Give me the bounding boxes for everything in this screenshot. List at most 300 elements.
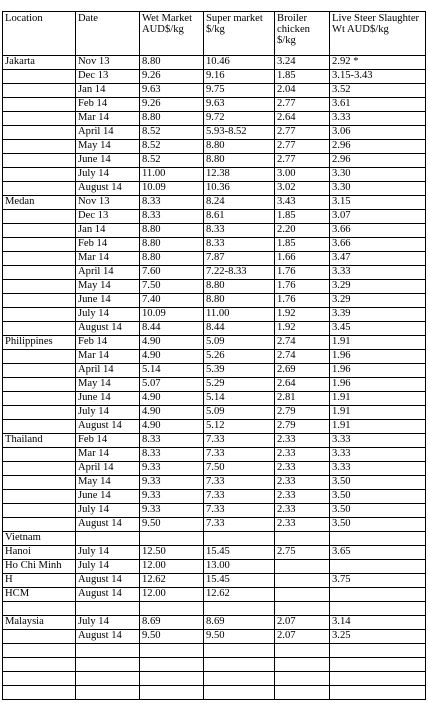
live-steer-cell: 3.66 [330,224,426,238]
broiler-chicken-cell [275,602,330,616]
location-cell [3,476,76,490]
location-cell [3,70,76,84]
wet-market-cell: 8.33 [140,448,204,462]
location-cell [3,378,76,392]
super-market-cell: 8.80 [204,154,275,168]
wet-market-cell [140,644,204,658]
live-steer-cell: 3.30 [330,168,426,182]
location-cell [3,294,76,308]
date-cell: July 14 [76,504,140,518]
table-row [3,84,426,98]
broiler-chicken-cell: 2.64 [275,112,330,126]
table-row [3,266,426,280]
live-steer-cell: 3.06 [330,126,426,140]
wet-market-cell [140,672,204,686]
broiler-chicken-cell: 2.20 [275,224,330,238]
super-market-cell: 5.14 [204,392,275,406]
live-steer-cell: 3.33 [330,112,426,126]
super-market-cell: 7.33 [204,448,275,462]
wet-market-cell: 10.09 [140,308,204,322]
location-cell: Ho Chi Minh [3,560,76,574]
date-cell: May 14 [76,476,140,490]
live-steer-cell: 3.29 [330,294,426,308]
table-row [3,518,426,532]
location-cell [3,686,76,700]
broiler-chicken-cell: 2.64 [275,378,330,392]
table-row [3,154,426,168]
wet-market-cell: 9.63 [140,84,204,98]
super-market-cell: 7.50 [204,462,275,476]
date-cell [76,602,140,616]
wet-market-cell: 5.14 [140,364,204,378]
header-broiler-chicken: Broiler chicken $/kg [275,12,330,56]
header-location: Location [3,12,76,56]
super-market-cell: 11.00 [204,308,275,322]
super-market-cell: 13.00 [204,560,275,574]
wet-market-cell: 7.60 [140,266,204,280]
table-row [3,280,426,294]
live-steer-cell [330,658,426,672]
location-cell: HCM [3,588,76,602]
location-cell [3,252,76,266]
location-cell: Hanoi [3,546,76,560]
wet-market-cell [140,532,204,546]
broiler-chicken-cell: 2.33 [275,504,330,518]
broiler-chicken-cell: 2.33 [275,490,330,504]
table-row [3,546,426,560]
wet-market-cell: 8.52 [140,140,204,154]
location-cell [3,420,76,434]
wet-market-cell [140,602,204,616]
broiler-chicken-cell: 1.92 [275,322,330,336]
header-date: Date [76,12,140,56]
live-steer-cell: 3.50 [330,504,426,518]
broiler-chicken-cell: 2.07 [275,630,330,644]
table-row [3,210,426,224]
live-steer-cell: 3.15 [330,196,426,210]
live-steer-cell: 1.91 [330,336,426,350]
broiler-chicken-cell [275,686,330,700]
location-cell [3,308,76,322]
wet-market-cell: 7.50 [140,280,204,294]
live-steer-cell: 3.25 [330,630,426,644]
wet-market-cell: 8.33 [140,434,204,448]
broiler-chicken-cell: 1.76 [275,280,330,294]
broiler-chicken-cell: 1.76 [275,294,330,308]
location-cell [3,210,76,224]
broiler-chicken-cell: 2.79 [275,406,330,420]
table-row [3,182,426,196]
live-steer-cell: 3.33 [330,266,426,280]
broiler-chicken-cell [275,560,330,574]
location-cell [3,602,76,616]
super-market-cell: 9.50 [204,630,275,644]
table-row [3,560,426,574]
broiler-chicken-cell [275,644,330,658]
wet-market-cell: 10.09 [140,182,204,196]
date-cell: April 14 [76,266,140,280]
super-market-cell: 7.33 [204,434,275,448]
date-cell: June 14 [76,294,140,308]
date-cell: July 14 [76,560,140,574]
live-steer-cell: 2.96 [330,154,426,168]
broiler-chicken-cell: 3.24 [275,56,330,70]
wet-market-cell [140,658,204,672]
broiler-chicken-cell: 2.74 [275,350,330,364]
table-row [3,406,426,420]
wet-market-cell: 7.40 [140,294,204,308]
live-steer-cell [330,644,426,658]
table-row [3,168,426,182]
date-cell: May 14 [76,140,140,154]
wet-market-cell: 9.33 [140,476,204,490]
table-row [3,504,426,518]
table-row [3,126,426,140]
wet-market-cell: 8.80 [140,224,204,238]
broiler-chicken-cell: 1.76 [275,266,330,280]
table-row [3,378,426,392]
live-steer-cell: 3.45 [330,322,426,336]
table-row [3,448,426,462]
broiler-chicken-cell: 2.04 [275,84,330,98]
wet-market-cell: 4.90 [140,406,204,420]
live-steer-cell: 1.91 [330,406,426,420]
broiler-chicken-cell: 2.33 [275,448,330,462]
date-cell [76,532,140,546]
super-market-cell: 12.62 [204,588,275,602]
wet-market-cell: 12.50 [140,546,204,560]
location-cell: Jakarta [3,56,76,70]
wet-market-cell: 4.90 [140,420,204,434]
date-cell: July 14 [76,546,140,560]
broiler-chicken-cell: 2.77 [275,126,330,140]
date-cell: June 14 [76,154,140,168]
wet-market-cell: 9.33 [140,504,204,518]
date-cell: Dec 13 [76,70,140,84]
live-steer-cell: 3.30 [330,182,426,196]
table-row [3,392,426,406]
live-steer-cell [330,686,426,700]
live-steer-cell [330,560,426,574]
header-super-market: Super market $/kg [204,12,275,56]
wet-market-cell: 4.90 [140,336,204,350]
date-cell [76,672,140,686]
super-market-cell: 7.33 [204,504,275,518]
date-cell: April 14 [76,126,140,140]
super-market-cell: 12.38 [204,168,275,182]
broiler-chicken-cell: 2.33 [275,462,330,476]
wet-market-cell: 12.62 [140,574,204,588]
broiler-chicken-cell: 3.00 [275,168,330,182]
location-cell: Malaysia [3,616,76,630]
location-cell [3,112,76,126]
super-market-cell [204,644,275,658]
live-steer-cell: 3.07 [330,210,426,224]
super-market-cell: 9.16 [204,70,275,84]
date-cell: April 14 [76,462,140,476]
location-cell [3,518,76,532]
super-market-cell: 15.45 [204,546,275,560]
wet-market-cell: 8.52 [140,154,204,168]
super-market-cell: 8.69 [204,616,275,630]
broiler-chicken-cell: 2.74 [275,336,330,350]
table-row [3,476,426,490]
wet-market-cell: 5.07 [140,378,204,392]
live-steer-cell [330,588,426,602]
table-row [3,434,426,448]
table-row [3,98,426,112]
wet-market-cell: 8.80 [140,252,204,266]
date-cell: August 14 [76,630,140,644]
table-body [3,56,426,700]
wet-market-cell: 8.44 [140,322,204,336]
live-steer-cell: 3.29 [330,280,426,294]
live-steer-cell: 3.52 [330,84,426,98]
live-steer-cell [330,672,426,686]
header-row [3,12,426,56]
live-steer-cell: 3.65 [330,546,426,560]
wet-market-cell: 4.90 [140,350,204,364]
broiler-chicken-cell: 3.02 [275,182,330,196]
table-row [3,602,426,616]
wet-market-cell: 8.80 [140,112,204,126]
super-market-cell: 8.24 [204,196,275,210]
table-row [3,336,426,350]
location-cell: Philippines [3,336,76,350]
table-row [3,420,426,434]
date-cell: April 14 [76,364,140,378]
super-market-cell: 15.45 [204,574,275,588]
header-wet-market: Wet Market AUD$/kg [140,12,204,56]
live-steer-cell [330,532,426,546]
super-market-cell [204,672,275,686]
super-market-cell: 7.87 [204,252,275,266]
super-market-cell: 8.33 [204,224,275,238]
date-cell: August 14 [76,574,140,588]
wet-market-cell: 8.69 [140,616,204,630]
table-row [3,238,426,252]
table-row [3,644,426,658]
table-row [3,196,426,210]
location-cell: H [3,574,76,588]
date-cell: June 14 [76,392,140,406]
live-steer-cell: 1.96 [330,378,426,392]
super-market-cell: 9.63 [204,98,275,112]
live-steer-cell [330,602,426,616]
broiler-chicken-cell: 2.77 [275,98,330,112]
location-cell [3,84,76,98]
broiler-chicken-cell: 2.75 [275,546,330,560]
location-cell [3,490,76,504]
location-cell [3,644,76,658]
table-row [3,308,426,322]
location-cell [3,406,76,420]
super-market-cell [204,658,275,672]
wet-market-cell: 9.33 [140,490,204,504]
wet-market-cell: 9.26 [140,70,204,84]
location-cell: Medan [3,196,76,210]
date-cell: August 14 [76,322,140,336]
table-row [3,252,426,266]
live-steer-cell: 3.66 [330,238,426,252]
broiler-chicken-cell: 2.07 [275,616,330,630]
live-steer-cell: 3.61 [330,98,426,112]
broiler-chicken-cell [275,658,330,672]
location-cell [3,98,76,112]
live-steer-cell: 3.33 [330,462,426,476]
date-cell: Nov 13 [76,196,140,210]
broiler-chicken-cell [275,574,330,588]
location-cell [3,350,76,364]
super-market-cell: 8.44 [204,322,275,336]
table-row [3,364,426,378]
date-cell: June 14 [76,490,140,504]
location-cell [3,462,76,476]
live-steer-cell: 1.96 [330,364,426,378]
date-cell: Dec 13 [76,210,140,224]
live-steer-cell: 3.14 [330,616,426,630]
table-row [3,350,426,364]
table-row [3,70,426,84]
table-row [3,294,426,308]
wet-market-cell: 12.00 [140,588,204,602]
wet-market-cell: 8.80 [140,238,204,252]
date-cell: Mar 14 [76,448,140,462]
location-cell: Thailand [3,434,76,448]
super-market-cell: 7.33 [204,518,275,532]
broiler-chicken-cell: 2.33 [275,518,330,532]
super-market-cell: 5.09 [204,336,275,350]
date-cell: August 14 [76,518,140,532]
date-cell: May 14 [76,378,140,392]
date-cell: August 14 [76,182,140,196]
location-cell [3,364,76,378]
date-cell: Mar 14 [76,112,140,126]
super-market-cell: 8.80 [204,140,275,154]
table-row [3,686,426,700]
super-market-cell: 5.26 [204,350,275,364]
location-cell [3,266,76,280]
wet-market-cell: 8.52 [140,126,204,140]
broiler-chicken-cell: 1.85 [275,210,330,224]
broiler-chicken-cell [275,588,330,602]
live-steer-cell: 2.92 * [330,56,426,70]
super-market-cell: 8.61 [204,210,275,224]
location-cell [3,126,76,140]
super-market-cell: 5.93-8.52 [204,126,275,140]
super-market-cell: 7.33 [204,490,275,504]
date-cell [76,686,140,700]
live-steer-cell: 3.50 [330,490,426,504]
super-market-cell: 7.22-8.33 [204,266,275,280]
super-market-cell: 8.33 [204,238,275,252]
super-market-cell: 8.80 [204,294,275,308]
location-cell [3,448,76,462]
table-row [3,658,426,672]
table-row [3,322,426,336]
wet-market-cell: 12.00 [140,560,204,574]
live-steer-cell: 3.47 [330,252,426,266]
broiler-chicken-cell: 2.69 [275,364,330,378]
table-row [3,112,426,126]
wet-market-cell: 8.80 [140,56,204,70]
super-market-cell: 5.12 [204,420,275,434]
super-market-cell: 5.39 [204,364,275,378]
date-cell [76,644,140,658]
date-cell: Feb 14 [76,238,140,252]
table-row [3,588,426,602]
header-live-steer: Live Steer Slaughter Wt AUD$/kg [330,12,426,56]
date-cell: May 14 [76,280,140,294]
super-market-cell: 5.29 [204,378,275,392]
date-cell: Jan 14 [76,84,140,98]
live-steer-cell: 3.15-3.43 [330,70,426,84]
super-market-cell: 9.75 [204,84,275,98]
table-row [3,490,426,504]
date-cell: August 14 [76,420,140,434]
live-steer-cell: 3.39 [330,308,426,322]
table-row [3,672,426,686]
date-cell: Mar 14 [76,350,140,364]
live-steer-cell: 3.50 [330,518,426,532]
price-table [2,11,426,700]
broiler-chicken-cell [275,672,330,686]
live-steer-cell: 2.96 [330,140,426,154]
table-row [3,630,426,644]
live-steer-cell: 3.33 [330,434,426,448]
live-steer-cell: 1.96 [330,350,426,364]
location-cell [3,154,76,168]
date-cell: Feb 14 [76,98,140,112]
location-cell [3,182,76,196]
table-row [3,574,426,588]
location-cell [3,280,76,294]
wet-market-cell: 11.00 [140,168,204,182]
location-cell [3,504,76,518]
location-cell [3,392,76,406]
table-row [3,56,426,70]
live-steer-cell: 3.75 [330,574,426,588]
location-cell [3,322,76,336]
location-cell: Vietnam [3,532,76,546]
broiler-chicken-cell: 3.43 [275,196,330,210]
location-cell [3,630,76,644]
broiler-chicken-cell: 2.79 [275,420,330,434]
broiler-chicken-cell: 1.85 [275,238,330,252]
location-cell [3,658,76,672]
wet-market-cell: 9.50 [140,518,204,532]
wet-market-cell: 9.26 [140,98,204,112]
live-steer-cell: 3.50 [330,476,426,490]
wet-market-cell: 9.50 [140,630,204,644]
broiler-chicken-cell: 1.92 [275,308,330,322]
wet-market-cell: 4.90 [140,392,204,406]
date-cell: August 14 [76,588,140,602]
table-row [3,140,426,154]
date-cell: Nov 13 [76,56,140,70]
broiler-chicken-cell: 2.33 [275,476,330,490]
broiler-chicken-cell: 2.77 [275,154,330,168]
date-cell: July 14 [76,616,140,630]
broiler-chicken-cell: 1.85 [275,70,330,84]
super-market-cell: 7.33 [204,476,275,490]
table-row [3,532,426,546]
wet-market-cell [140,686,204,700]
broiler-chicken-cell: 1.66 [275,252,330,266]
location-cell [3,672,76,686]
location-cell [3,224,76,238]
super-market-cell [204,602,275,616]
